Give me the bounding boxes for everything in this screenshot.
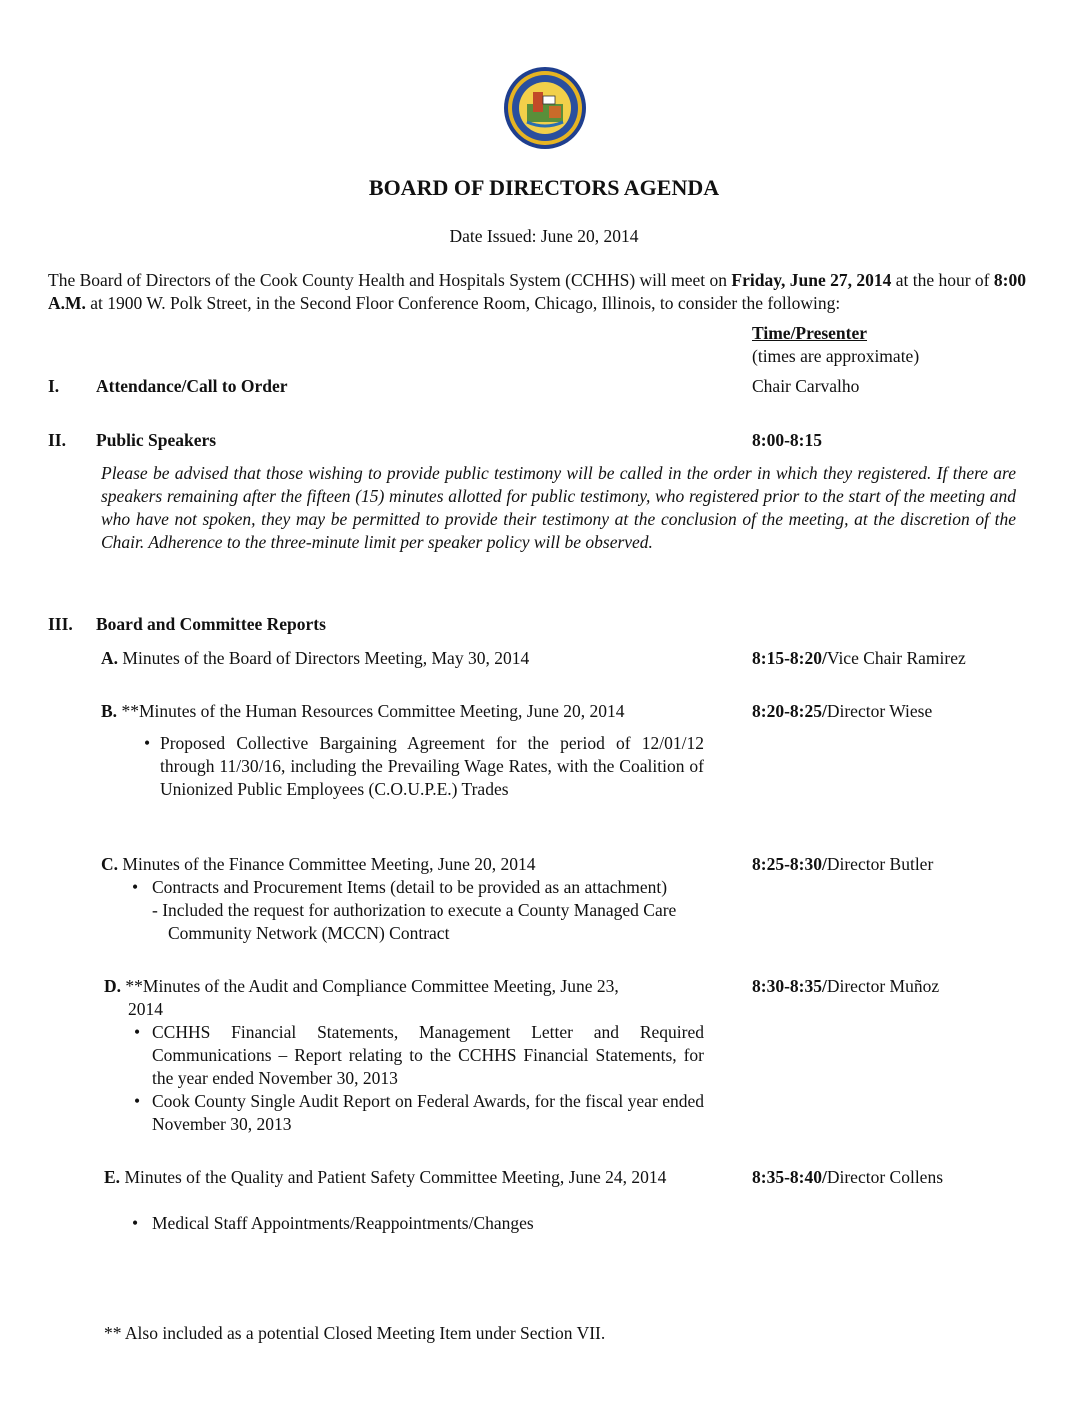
- bullet-icon: •: [134, 1091, 141, 1111]
- bullet-icon: •: [134, 1022, 141, 1042]
- bullet-icon: •: [144, 733, 151, 753]
- item-a: A. Minutes of the Board of Directors Meeting, May 30, 2014: [101, 648, 530, 668]
- page-title: BOARD OF DIRECTORS AGENDA: [368, 175, 720, 200]
- bullet-icon: •: [132, 877, 139, 897]
- footnote: ** Also included as a potential Closed Meeting Item under Section VII.: [104, 1323, 606, 1343]
- section-ii-time: 8:00-8:15: [752, 430, 822, 450]
- public-speakers-notice: Please be advised that those wishing to provide public testimony will be called in the order in which they registered. If there are speakers remaining after the fifteen (15) minutes allotted for public testimony, who registered prior to the start of the meeting and who have not spoken, they may be permitted to provide their testimony at the conclusion of the meeting, at the discretion of the Chair. Adherence to the three-minute limit per speaker policy will be observed.: [101, 463, 1016, 552]
- bullet-icon: •: [132, 1213, 139, 1233]
- item-c-bullet-1: Contracts and Procurement Items (detail to be provided as an attachment): [152, 877, 668, 897]
- section-iii-numeral: III.: [48, 614, 73, 634]
- item-c-time-presenter: 8:25-8:30/Director Butler: [752, 854, 934, 874]
- item-d: D. **Minutes of the Audit and Compliance Committee Meeting, June 23, 2014: [104, 976, 619, 1019]
- item-e-time-presenter: 8:35-8:40/Director Collens: [752, 1167, 944, 1187]
- item-b: B. **Minutes of the Human Resources Committee Meeting, June 20, 2014: [101, 701, 625, 721]
- section-ii-numeral: II.: [48, 430, 66, 450]
- cook-county-seal: [503, 66, 587, 150]
- item-e: E. Minutes of the Quality and Patient Safety Committee Meeting, June 24, 2014: [104, 1167, 667, 1187]
- item-d-bullet-1: CCHHS Financial Statements, Management Letter and Required Communications – Report relating to the CCHHS Financial Statements, for the year ended November 30, 2013: [152, 1022, 704, 1088]
- time-presenter-header: Time/Presenter (times are approximate): [752, 323, 920, 366]
- section-i-numeral: I.: [48, 376, 60, 396]
- item-b-bullet-1: Proposed Collective Bargaining Agreement for the period of 12/01/12 through 11/30/16, including the Prevailing Wage Rates, with the Coalition of Unionized Public Employees (C.O.U.P.E.) Trades: [160, 733, 704, 799]
- section-iii-title: Board and Committee Reports: [96, 614, 326, 634]
- item-d-bullet-2: Cook County Single Audit Report on Federal Awards, for the fiscal year ended November 30, 2013: [152, 1091, 704, 1134]
- section-ii-title: Public Speakers: [96, 430, 217, 450]
- item-e-bullet-1: Medical Staff Appointments/Reappointments/Changes: [152, 1213, 534, 1233]
- item-d-time-presenter: 8:30-8:35/Director Muñoz: [752, 976, 940, 996]
- item-c-sub-1: - Included the request for authorization to execute a County Managed Care Community Network (MCCN) Contract: [152, 900, 677, 943]
- item-c: C. Minutes of the Finance Committee Meeting, June 20, 2014: [101, 854, 536, 874]
- section-i-presenter: Chair Carvalho: [752, 376, 860, 396]
- item-a-time-presenter: 8:15-8:20/Vice Chair Ramirez: [752, 648, 966, 668]
- section-i-title: Attendance/Call to Order: [96, 376, 288, 396]
- intro-paragraph: The Board of Directors of the Cook County Health and Hospitals System (CCHHS) will meet on Friday, June 27, 2014 at the hour of 8:00 A.M. at 1900 W. Polk Street, in the Second Floor Conference Room, Chicago, Illinois, to consider the following:: [48, 270, 1026, 313]
- item-b-time-presenter: 8:20-8:25/Director Wiese: [752, 701, 933, 721]
- date-issued: Date Issued: June 20, 2014: [449, 226, 639, 246]
